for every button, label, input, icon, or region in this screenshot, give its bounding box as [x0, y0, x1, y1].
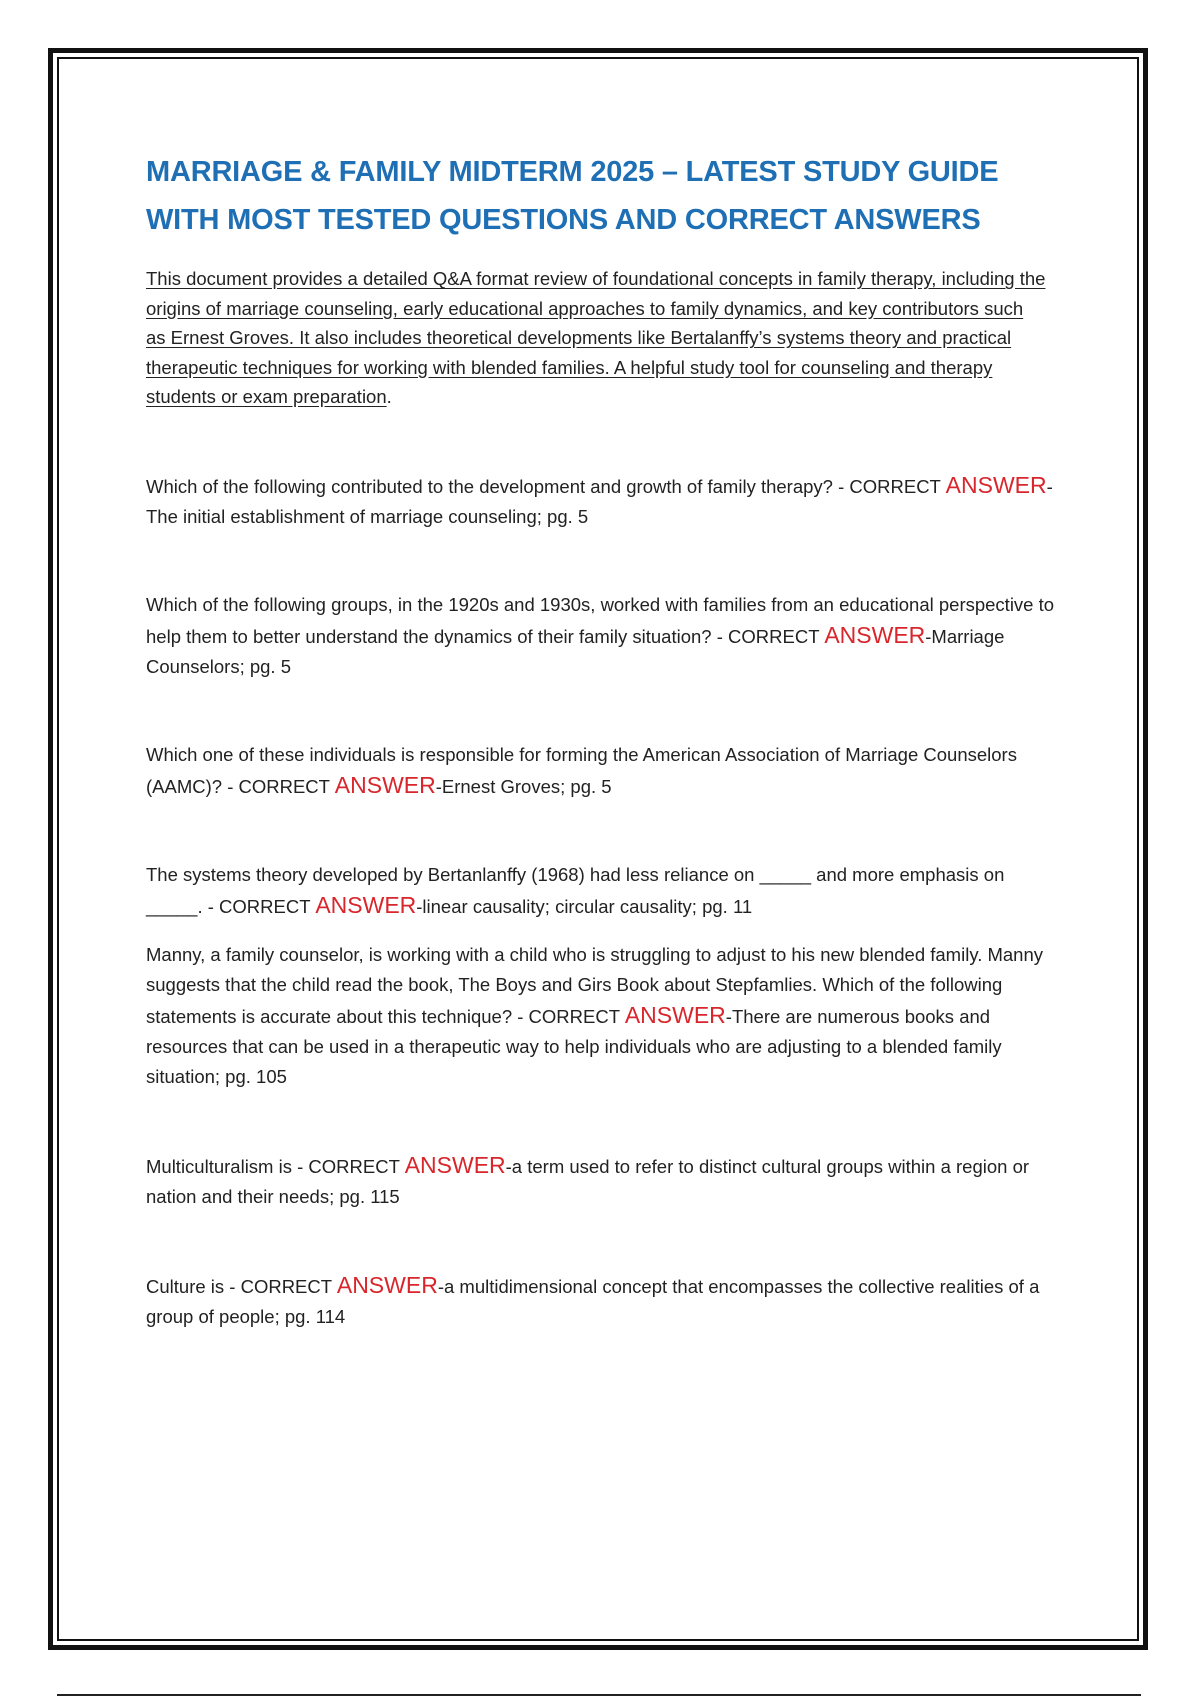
question-text: Culture is - CORRECT: [146, 1275, 337, 1297]
question-text: Multiculturalism is - CORRECT: [146, 1155, 405, 1177]
qa-item: [146, 1270, 1066, 1332]
question-text: The systems theory developed by Bertanlanffy (1968) had less reliance on _____ and more emphasis on _____. - CORRECT: [146, 863, 1005, 917]
answer-text: -a term used to refer to distinct cultural groups within a region or nation and their needs; pg. 115: [146, 1155, 1030, 1207]
qa-item: [146, 590, 1066, 682]
qa-item: [146, 740, 1066, 802]
answer-text: -The initial establishment of marriage counseling; pg. 5: [146, 475, 1053, 527]
qa-item: [146, 470, 1066, 532]
answer-text: -linear causality; circular causality; pg. 11: [416, 895, 753, 917]
answer-text: -a multidimensional concept that encompasses the collective realities of a group of people; pg. 114: [146, 1275, 1040, 1327]
qa-item: [146, 860, 1066, 922]
answer-text: -There are numerous books and resources that can be used in a therapeutic way to help individuals who are adjusting to a blended family situation; pg. 105: [146, 1005, 1002, 1087]
qa-item: [146, 1150, 1066, 1212]
document-summary: [146, 264, 1046, 412]
answer-keyword: ANSWER: [334, 771, 436, 798]
answer-text: -Marriage Counselors; pg. 5: [146, 625, 1005, 677]
document-body: [146, 148, 1066, 1332]
summary-text: This document provides a detailed Q&A format review of foundational concepts in family therapy, including the origins of marriage counseling, early educational approaches to family dynamics, and key contributors such as Ernest Groves. It also includes theoretical developments like Bertalanffy’s systems theory and practical therapeutic techniques for working with blended families. A helpful study tool for counseling and therapy students or exam preparation: [146, 268, 1046, 407]
document-title: MARRIAGE & FAMILY MIDTERM 2025 – LATEST STUDY GUIDE WITH MOST TESTED QUESTIONS AND CORRECT ANSWERS: [146, 156, 999, 236]
answer-text: -Ernest Groves; pg. 5: [435, 775, 612, 797]
answer-keyword: ANSWER: [315, 891, 417, 918]
answer-keyword: ANSWER: [404, 1151, 506, 1178]
answer-keyword: ANSWER: [336, 1271, 438, 1298]
answer-keyword: ANSWER: [624, 1001, 726, 1028]
summary-period: .: [386, 386, 392, 407]
page-bottom-rule: [57, 1694, 1141, 1696]
question-text: Which of the following groups, in the 1920s and 1930s, worked with families from an educational perspective to help them to better understand the dynamics of their family situation? - CORRECT: [146, 593, 1055, 647]
question-text: Which of the following contributed to the development and growth of family therapy? - CORRECT: [146, 475, 946, 497]
question-text: Which one of these individuals is responsible for forming the American Association of Marriage Counselors (AAMC)? - CORRECT: [146, 743, 1017, 797]
answer-keyword: ANSWER: [824, 621, 926, 648]
answer-keyword: ANSWER: [945, 471, 1047, 498]
qa-item: [146, 940, 1066, 1092]
question-text: Manny, a family counselor, is working with a child who is struggling to adjust to his new blended family. Manny suggests that the child read the book, The Boys and Girs Book about Stepfamlies. Which of the following statements is accurate about this technique? - CORRECT: [146, 943, 1043, 1027]
